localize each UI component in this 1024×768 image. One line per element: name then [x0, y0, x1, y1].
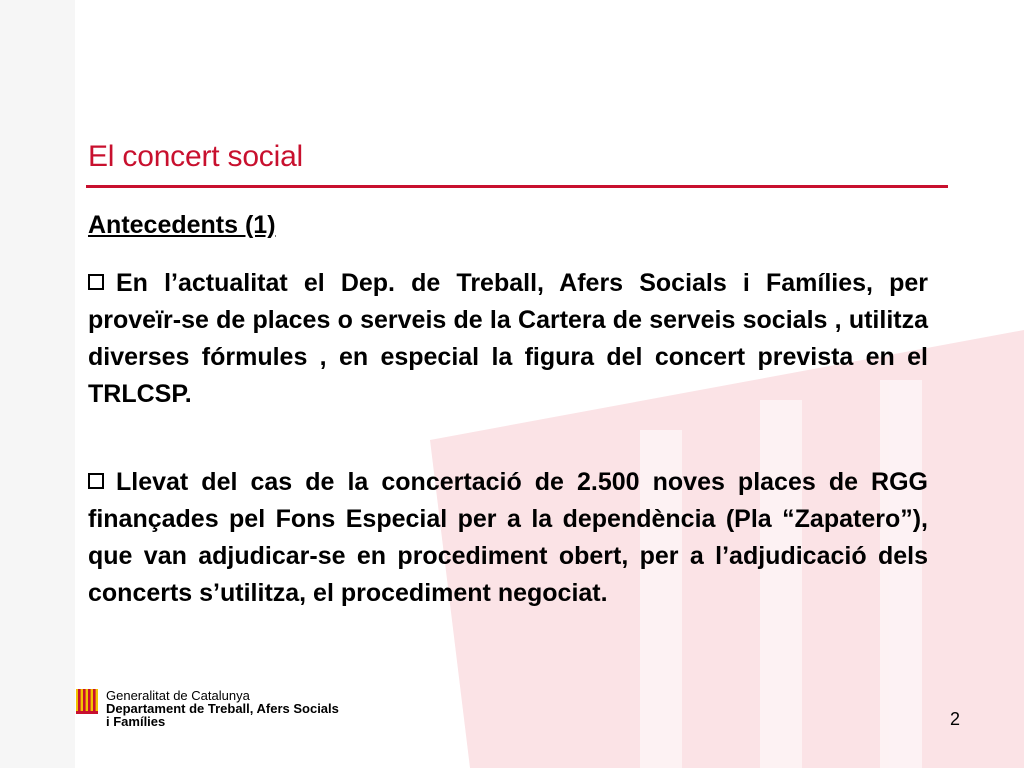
section-subtitle: Antecedents (1) — [88, 211, 276, 239]
paragraph-1-text: En l’actualitat el Dep. de Treball, Afers Socials i Famílies, per proveïr-se de places o serveis de la Cartera de serveis socials , utilitza diverses fórmules , en especial la figura del concert prevista en el TRLCSP. — [88, 269, 928, 408]
checkbox-outline-icon — [88, 274, 104, 290]
footer-line-1: Generalitat de Catalunya — [106, 688, 250, 703]
footer-line-3: i Famílies — [106, 714, 166, 729]
checkbox-outline-icon — [88, 473, 104, 489]
generalitat-logo-icon — [76, 689, 98, 719]
page-number: 2 — [950, 709, 961, 729]
footer-line-2: Departament de Treball, Afers Socials — [106, 701, 339, 716]
paragraph-2 — [88, 464, 928, 612]
slide-title: El concert social — [88, 140, 304, 173]
paragraph-1 — [88, 265, 928, 413]
footer-institution — [106, 689, 339, 728]
paragraph-2-text: Llevat del cas de la concertació de 2.500 noves places de RGG finançades pel Fons Especial per a la dependència (Pla “Zapatero”), que van adjudicar-se en procediment obert, per a l’adjudicació dels concerts s’utilitza, el procediment negociat. — [88, 468, 928, 607]
title-underline-rule — [86, 185, 948, 188]
